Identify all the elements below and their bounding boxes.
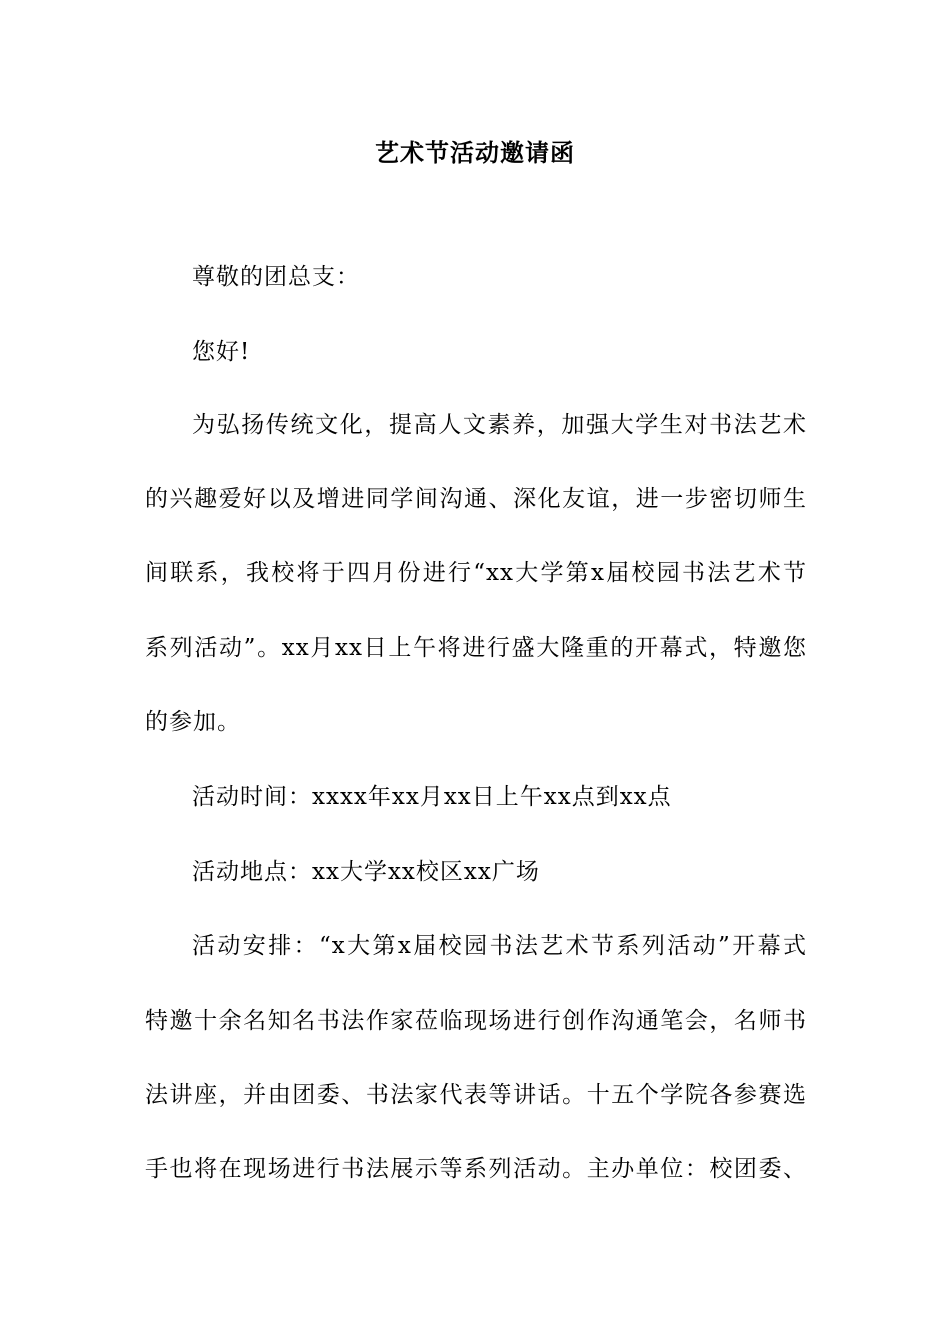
document-title: 艺术节活动邀请函	[375, 138, 575, 167]
body-line-3: 间联系，我校将于四月份进行“xx大学第x届校园书法艺术节	[145, 560, 807, 586]
greeting: 您好!	[192, 339, 251, 365]
body-line-4: 系列活动”。xx月xx日上午将进行盛大隆重的开幕式，特邀您	[145, 635, 807, 661]
arrangement-line-1: 活动安排：“x大第x届校园书法艺术节系列活动”开幕式	[192, 933, 807, 959]
body-line-2: 的兴趣爱好以及增进同学间沟通、深化友谊，进一步密切师生	[145, 486, 807, 512]
arrangement-line-2: 特邀十余名知名书法作家莅临现场进行创作沟通笔会，名师书	[145, 1008, 807, 1034]
body-line-1: 为弘扬传统文化，提高人文素养，加强大学生对书法艺术	[192, 412, 807, 438]
activity-time: 活动时间：xxxx年xx月xx日上午xx点到xx点	[192, 784, 672, 810]
salutation: 尊敬的团总支：	[192, 264, 360, 290]
arrangement-line-3: 法讲座，并由团委、书法家代表等讲话。十五个学院各参赛选	[145, 1082, 807, 1108]
body-line-5: 的参加。	[145, 709, 241, 735]
activity-place: 活动地点：xx大学xx校区xx广场	[192, 859, 540, 885]
arrangement-line-4: 手也将在现场进行书法展示等系列活动。主办单位：校团委、	[145, 1156, 807, 1182]
